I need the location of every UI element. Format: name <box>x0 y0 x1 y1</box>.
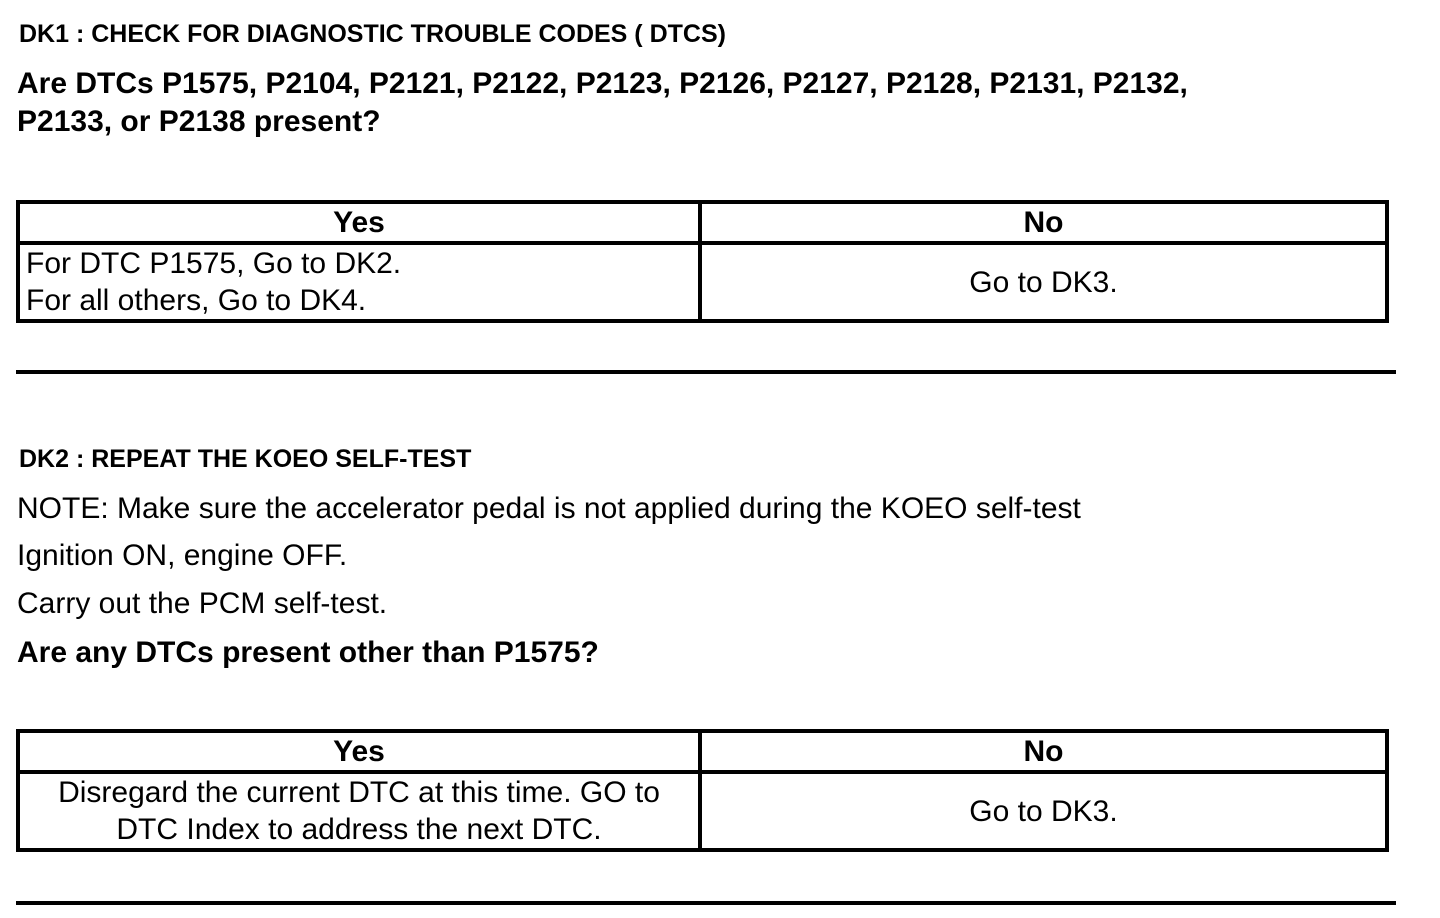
dk2-instruction-1: Ignition ON, engine OFF. <box>17 539 348 572</box>
dk1-yes-line2: For all others, Go to DK4. <box>26 284 367 317</box>
dk1-no-header: No <box>700 202 1387 243</box>
dk1-yes-cell <box>18 243 700 321</box>
dk1-heading: DK1 : CHECK FOR DIAGNOSTIC TROUBLE CODES ( DTCS) <box>19 20 726 48</box>
dk2-yes-line2: DTC Index to address the next DTC. <box>116 813 602 846</box>
dk2-yes-cell <box>18 772 700 850</box>
dk1-question-line1: Are DTCs P1575, P2104, P2121, P2122, P2123, P2126, P2127, P2128, P2131, P2132, <box>17 67 1188 100</box>
dk2-yes-header: Yes <box>18 731 700 772</box>
dk2-result-table <box>16 729 1389 852</box>
dk1-question-line2: P2133, or P2138 present? <box>17 105 381 138</box>
dk2-question: Are any DTCs present other than P1575? <box>17 636 599 669</box>
dk1-no-cell: Go to DK3. <box>700 243 1387 321</box>
dk2-heading: DK2 : REPEAT THE KOEO SELF-TEST <box>19 445 472 473</box>
dk2-instruction-2: Carry out the PCM self-test. <box>17 587 388 620</box>
section-divider-1 <box>16 370 1396 374</box>
dk1-yes-header: Yes <box>18 202 700 243</box>
dk1-yes-line1: For DTC P1575, Go to DK2. <box>26 247 402 280</box>
dk1-result-table <box>16 200 1389 323</box>
dk2-yes-line1: Disregard the current DTC at this time. GO to <box>58 776 660 809</box>
dk2-no-cell: Go to DK3. <box>700 772 1387 850</box>
dk2-note: NOTE: Make sure the accelerator pedal is not applied during the KOEO self-test <box>17 492 1081 525</box>
section-divider-2 <box>16 901 1396 905</box>
dk2-no-header: No <box>700 731 1387 772</box>
